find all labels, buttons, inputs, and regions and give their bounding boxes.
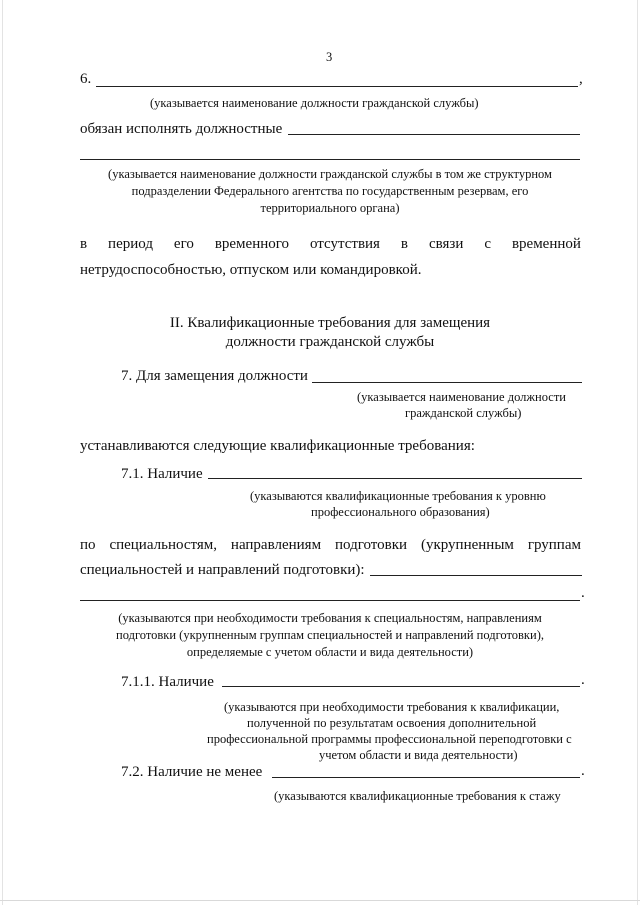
item7-1-spec-line: [80, 537, 581, 554]
item7-1-1-period: .: [581, 672, 585, 688]
item7-1-1-caption-line2: полученной по результатам освоения дополнительной: [247, 716, 537, 730]
section2-title-line1: II. Квалификационные требования для замещения: [169, 315, 491, 331]
item7-1-spec-line2: специальностей и направлений подготовки):: [80, 562, 365, 578]
item6-fill-line: [96, 86, 578, 87]
item6-label: 6.: [80, 71, 92, 87]
item7-label: 7. Для замещения должности: [121, 368, 308, 384]
word: по: [80, 537, 96, 553]
item6-obliged-line: [288, 134, 580, 135]
item7-1-caption2-line2: подготовки (укрупненным группам специальностей и направлений подготовки),: [116, 628, 544, 642]
item7-caption-line2: гражданской службы): [405, 406, 522, 420]
item7-caption-line1: (указывается наименование должности: [357, 390, 566, 404]
section2-title-line2: должности гражданской службы: [225, 334, 435, 350]
page-number: 3: [326, 50, 333, 64]
item6-comma: ,: [579, 71, 583, 87]
item7-1-1-caption-line3: профессиональной программы профессиональной переподготовки с: [207, 732, 572, 746]
item6-obliged-text: обязан исполнять должностные: [80, 121, 283, 137]
item6-period-line2: нетрудоспособностью, отпуском или командировкой.: [80, 262, 422, 278]
word: связи: [428, 236, 464, 252]
item7-2-caption: (указываются квалификационные требования к стажу: [274, 789, 561, 803]
item7-1-caption2-line1: (указываются при необходимости требования к специальностям, направлениям: [118, 611, 542, 625]
item7-2-label: 7.2. Наличие не менее: [121, 764, 263, 780]
item7-1-1-caption-line4: учетом области и вида деятельности): [319, 748, 518, 762]
item7-fill-line: [312, 382, 582, 383]
item6-caption2-line2: подразделении Федерального агентства по государственным резервам, его: [131, 184, 529, 198]
word: отсутствия: [310, 236, 380, 252]
word: группам: [527, 537, 581, 553]
item6-caption: (указывается наименование должности гражданской службы): [150, 96, 479, 110]
word: временной: [511, 236, 581, 252]
item7-1-label: 7.1. Наличие: [121, 466, 203, 482]
item7-2-period: .: [581, 763, 585, 779]
word: его: [173, 236, 194, 252]
word: с: [484, 236, 491, 252]
item7-1-fill-line: [208, 478, 582, 479]
word: в: [400, 236, 409, 252]
item7-1-period: .: [581, 585, 585, 601]
word: в: [80, 236, 88, 252]
item7-2-fill-line: [272, 777, 580, 778]
item7-1-spec-fill-line: [370, 575, 582, 576]
item7-1-caption2-line3: определяемые с учетом области и вида деятельности): [186, 645, 474, 659]
word: направлениям: [230, 537, 322, 553]
item7-established: устанавливаются следующие квалификационные требования:: [80, 438, 475, 454]
word: специальностям,: [109, 537, 218, 553]
item7-1-1-fill-line: [222, 686, 580, 687]
word: подготовки: [334, 537, 408, 553]
item6-caption2-line3: территориального органа): [260, 201, 400, 215]
item7-1-caption-line2: профессионального образования): [311, 505, 490, 519]
page-edge-right: [637, 0, 638, 905]
word: период: [108, 236, 153, 252]
item7-1-1-label: 7.1.1. Наличие: [121, 674, 214, 690]
word: (укрупненным: [420, 537, 514, 553]
page-edge-bottom: [0, 900, 640, 901]
item7-1-1-caption-line1: (указываются при необходимости требования к квалификации,: [224, 700, 560, 714]
item6-period-line: [80, 236, 581, 253]
item7-1-caption-line1: (указываются квалификационные требования к уровню: [250, 489, 546, 503]
word: временного: [214, 236, 290, 252]
item7-1-full-line: [80, 600, 580, 601]
page-edge-left: [2, 0, 3, 905]
item6-full-line: [80, 159, 580, 160]
item6-caption2-line1: (указывается наименование должности гражданской службы в том же структурном: [108, 167, 552, 181]
